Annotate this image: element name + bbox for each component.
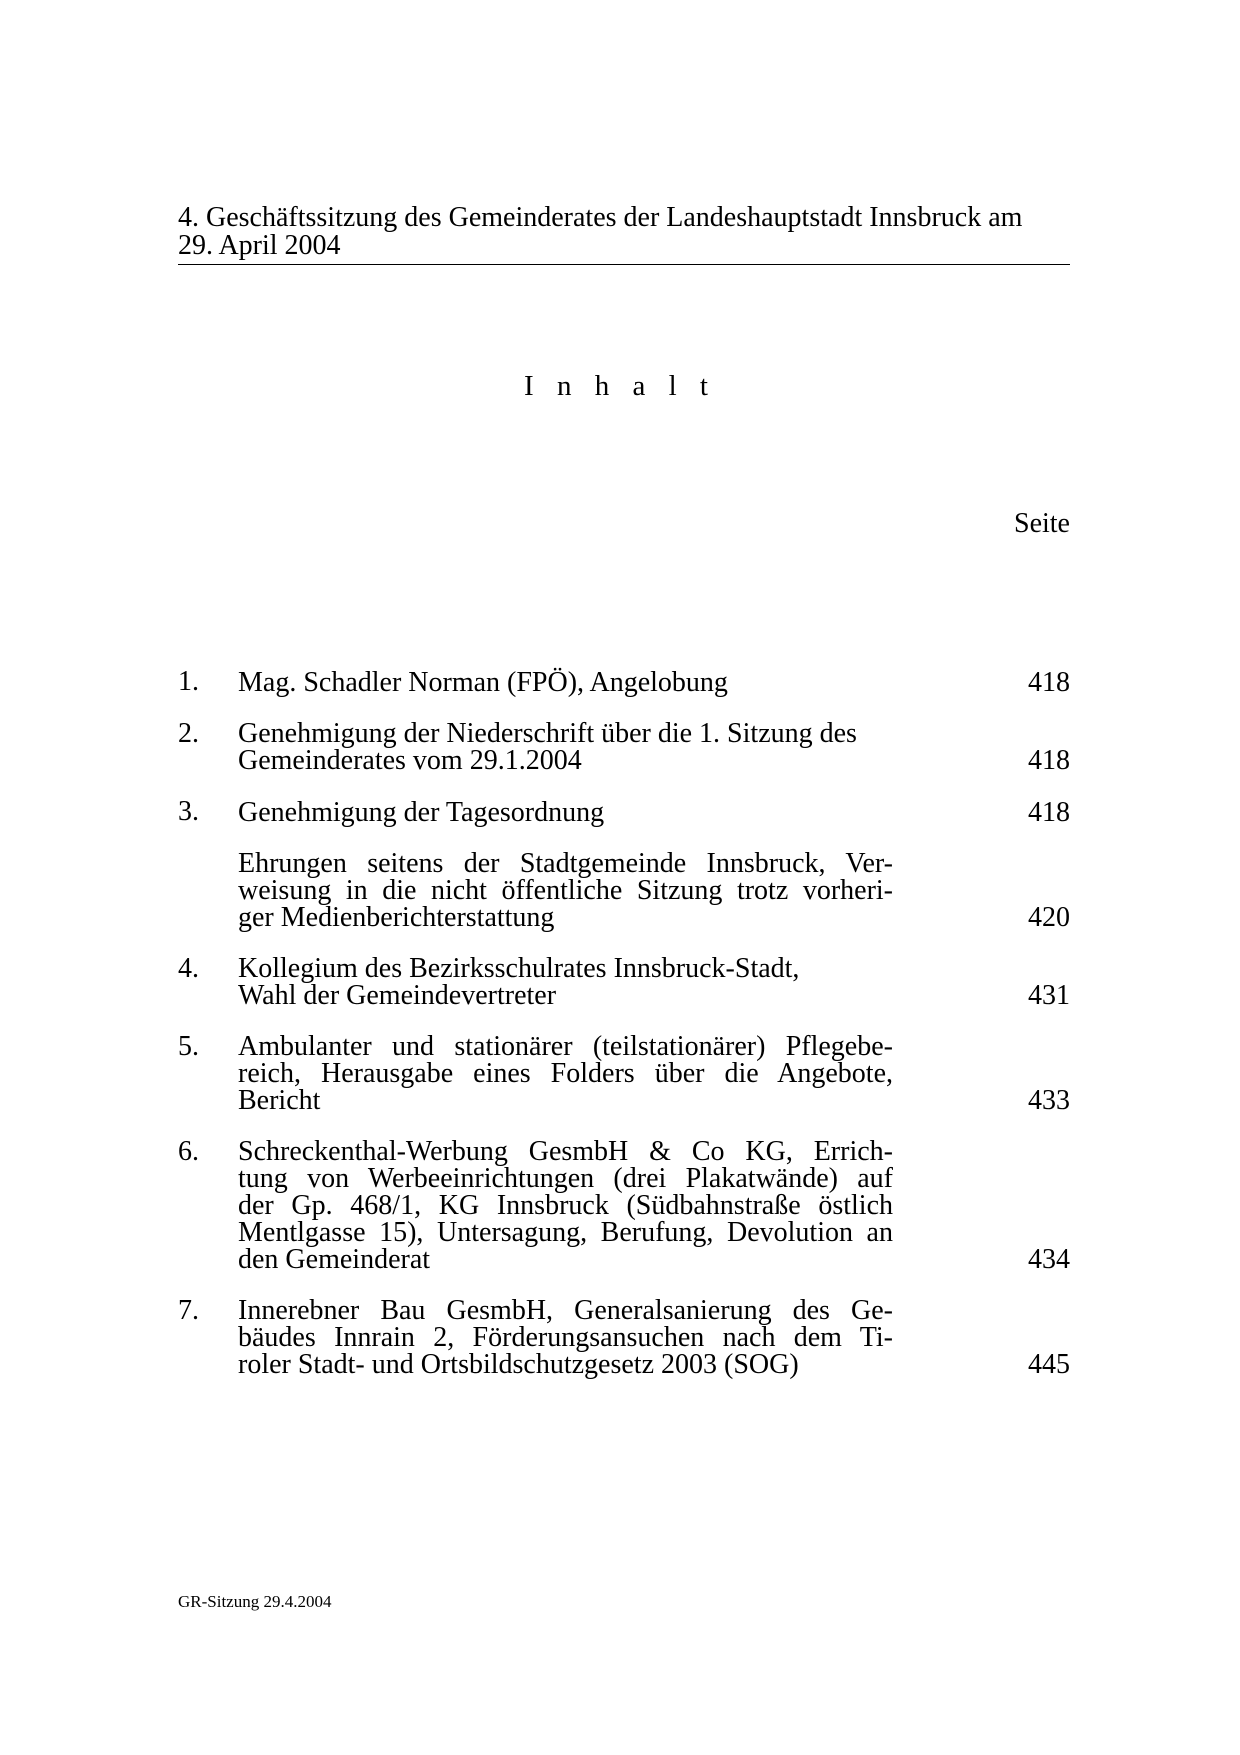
toc-entry-title-line: Mag. Schadler Norman (FPÖ), Angelobung: [238, 667, 728, 698]
toc-entry-number: 4.: [178, 953, 199, 984]
toc-entry-title-line: Bericht: [238, 1085, 321, 1116]
page-column-label: Seite: [1014, 508, 1070, 539]
toc-entry-title-line: den Gemeinderat: [238, 1244, 431, 1275]
toc-entry-title-line: Wahl der Gemeindevertreter: [238, 980, 557, 1011]
toc-entry-title-line: Schreckenthal-Werbung GesmbH & Co KG, Errich-: [238, 1136, 893, 1167]
toc-entry-number: 1.: [178, 666, 199, 697]
toc-entry: [178, 850, 1070, 931]
toc-entry-page: 445: [1028, 1349, 1070, 1380]
document-header: [178, 204, 1070, 265]
toc-entry-page: 433: [1028, 1085, 1070, 1116]
toc-entry-page: 434: [1028, 1244, 1070, 1275]
toc-entry: [178, 668, 1070, 696]
toc-entry-title-line: Genehmigung der Niederschrift über die 1. Sitzung des: [238, 718, 857, 749]
toc-entry-number: 2.: [178, 718, 199, 749]
toc-entry: [178, 955, 1070, 1009]
toc-entry-title: [238, 1033, 893, 1114]
toc-entry-title: [238, 1138, 893, 1273]
toc-entry-title-line: der Gp. 468/1, KG Innsbruck (Südbahnstraße östlich: [238, 1190, 893, 1221]
toc-entry: [178, 1297, 1070, 1378]
header-line-1: 4. Geschäftssitzung des Gemeinderates der Landeshauptstadt Innsbruck am: [178, 202, 1023, 233]
toc-entry-number: 3.: [178, 796, 199, 827]
toc-entry-title-line: Genehmigung der Tagesordnung: [238, 797, 605, 828]
toc-entry-title-line: ger Medienberichterstattung: [238, 902, 555, 933]
toc-entry-title: [238, 799, 893, 826]
toc-entry: [178, 720, 1070, 774]
toc-entry-page: 418: [1028, 797, 1070, 828]
toc-entry-page: 418: [1028, 745, 1070, 776]
toc-entry: [178, 1138, 1070, 1273]
toc-entry-title-line: weisung in die nicht öffentliche Sitzung trotz vorheri-: [238, 875, 893, 906]
toc-entry-title-line: Ehrungen seitens der Stadtgemeinde Innsbruck, Ver-: [238, 848, 893, 879]
toc-entry: [178, 798, 1070, 826]
toc-entry-page: 431: [1028, 980, 1070, 1011]
toc-entry-title-line: Mentlgasse 15), Untersagung, Berufung, Devolution an: [238, 1217, 893, 1248]
toc-entry-title-line: Kollegium des Bezirksschulrates Innsbruck-Stadt,: [238, 953, 800, 984]
toc-entry-title: [238, 720, 893, 774]
toc-entry-title-line: tung von Werbeeinrichtungen (drei Plakatwände) auf: [238, 1163, 893, 1194]
toc-entry-title: [238, 850, 893, 931]
toc-entry-number: 7.: [178, 1295, 199, 1326]
toc-entry-number: 5.: [178, 1031, 199, 1062]
page-footer: GR-Sitzung 29.4.2004: [178, 1592, 332, 1611]
toc-entry-title: [238, 669, 893, 696]
toc-entry-title-line: Ambulanter und stationärer (teilstationärer) Pflegebe-: [238, 1031, 893, 1062]
toc-entry-number: 6.: [178, 1136, 199, 1167]
toc-entry-title-line: reich, Herausgabe eines Folders über die Angebote,: [238, 1058, 893, 1089]
toc-entry-title-line: bäudes Innrain 2, Förderungsansuchen nach dem Ti-: [238, 1322, 893, 1353]
toc-entry-page: 420: [1028, 902, 1070, 933]
toc-entry-title: [238, 955, 893, 1009]
toc-entry-title-line: Gemeinderates vom 29.1.2004: [238, 745, 582, 776]
toc-entry-page: 418: [1028, 667, 1070, 698]
toc-entry-title-line: Innerebner Bau GesmbH, Generalsanierung des Ge-: [238, 1295, 893, 1326]
contents-heading: I n h a l t: [524, 370, 716, 402]
toc-entry-title-line: roler Stadt- und Ortsbildschutzgesetz 2003 (SOG): [238, 1349, 799, 1380]
table-of-contents: [178, 668, 1070, 1378]
toc-entry-title: [238, 1297, 893, 1378]
header-line-2: 29. April 2004: [178, 230, 341, 261]
toc-entry: [178, 1033, 1070, 1114]
